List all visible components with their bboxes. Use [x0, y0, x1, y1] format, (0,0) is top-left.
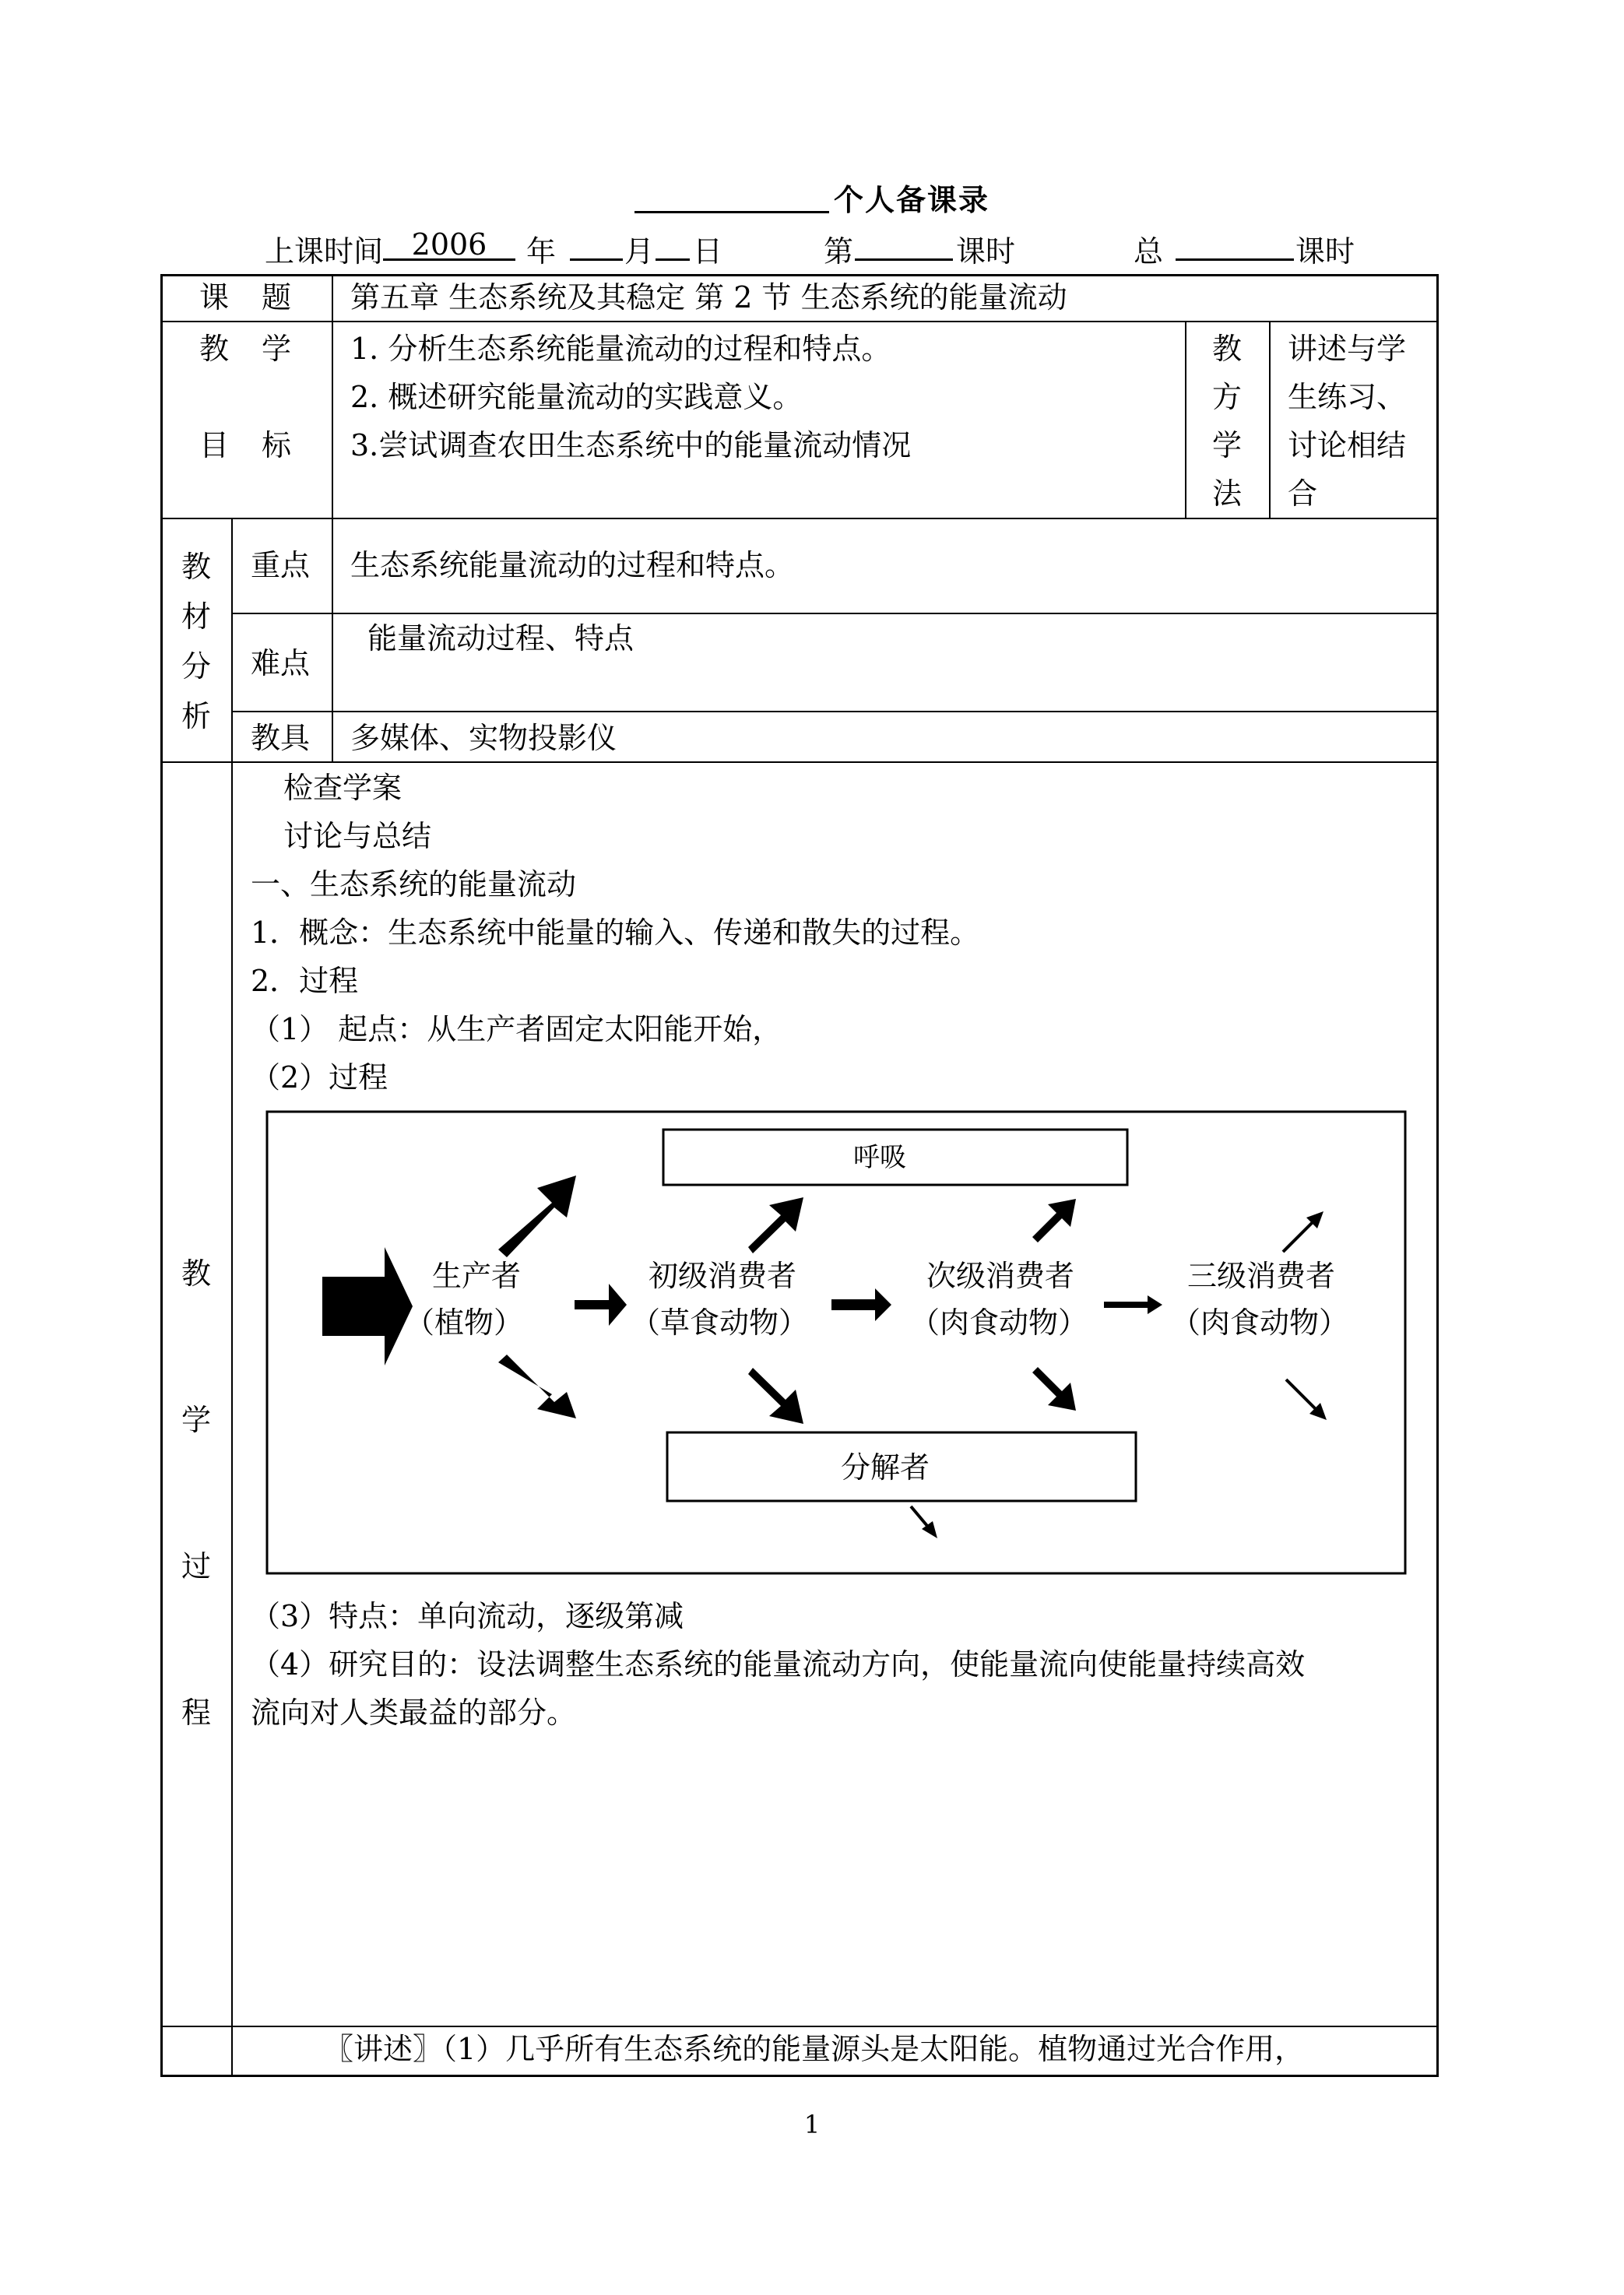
difficulty-label: 难点 — [251, 646, 311, 680]
secondary-decomposer-arrow — [1032, 1367, 1076, 1411]
method-line-4: 合 — [1288, 476, 1318, 511]
difficulty-value: 能量流动过程、特点 — [367, 621, 634, 655]
producer-name: 生产者 — [431, 1259, 522, 1293]
content-line-5: 2．过程 — [251, 964, 359, 998]
topic-value: 第五章 生态系统及其稳定 第 2 节 生态系统的能量流动 — [350, 280, 1067, 315]
year-label: 年 — [526, 234, 557, 269]
lecture-line: 〖讲述〗（1）几乎所有生态系统的能量源头是太阳能。植物通过光合作用， — [324, 2032, 1305, 2066]
method-line-1: 讲述与学 — [1288, 332, 1407, 366]
topic-label-2: 题 — [262, 280, 292, 315]
producer-type: （植物） — [404, 1306, 524, 1340]
method-label-1: 教 — [1211, 332, 1242, 366]
key-label: 重点 — [251, 548, 311, 582]
method-line-2: 生练习、 — [1288, 380, 1407, 414]
producer-to-primary-arrow — [575, 1284, 627, 1326]
primary-decomposer-arrow — [748, 1368, 803, 1424]
objectives-label-2: 学 — [262, 332, 292, 366]
method-label-3: 学 — [1211, 428, 1242, 462]
content-line-6: （1） 起点：从生产者固定太阳能开始， — [251, 1012, 782, 1046]
page-number: 1 — [803, 2110, 821, 2139]
date-label: 上课时间 — [265, 234, 384, 269]
analysis-label-1: 教 — [181, 550, 211, 584]
analysis-label-4: 析 — [181, 699, 211, 733]
secondary-type: （肉食动物） — [909, 1306, 1088, 1340]
objective-1: 1. 分析生态系统能量流动的过程和特点。 — [350, 332, 891, 366]
secondary-name: 次级消费者 — [926, 1259, 1075, 1293]
content-line-4: 1．概念：生态系统中能量的输入、传递和散失的过程。 — [251, 916, 980, 950]
primary-to-secondary-arrow — [831, 1288, 891, 1321]
year-value: 2006 — [383, 227, 515, 261]
decomposer-text: 分解者 — [840, 1450, 930, 1485]
producer-respiration-arrow — [498, 1176, 576, 1257]
objective-3: 3.尝试调查农田生态系统中的能量流动情况 — [350, 428, 912, 462]
lesson-suffix: 课时 — [956, 234, 1016, 269]
title-text: 个人备课录 — [833, 182, 990, 217]
tertiary-decomposer-line — [1286, 1379, 1319, 1412]
secondary-to-tertiary-arrow — [1104, 1295, 1162, 1314]
producer-decomposer-arrow — [498, 1355, 576, 1418]
process-label-2: 学 — [181, 1403, 211, 1437]
tertiary-name: 三级消费者 — [1186, 1259, 1336, 1293]
total-prefix: 总 — [1134, 234, 1164, 269]
tertiary-respiration-line — [1283, 1219, 1316, 1252]
process-label-1: 教 — [181, 1256, 211, 1291]
content-line-3: 一、生态系统的能量流动 — [251, 867, 577, 901]
method-label-2: 方 — [1211, 380, 1242, 414]
content-line-7: （2）过程 — [251, 1060, 388, 1095]
content-line-1: 检查学案 — [283, 771, 402, 805]
analysis-label-3: 分 — [181, 649, 211, 684]
objectives-label-3: 目 — [199, 428, 230, 462]
respiration-text: 呼吸 — [853, 1142, 906, 1173]
method-label-4: 法 — [1211, 476, 1242, 511]
objectives-label-1: 教 — [199, 332, 230, 366]
analysis-label-2: 材 — [181, 599, 211, 634]
objectives-label-4: 标 — [262, 428, 292, 462]
content-after-3: 流向对人类最益的部分。 — [251, 1696, 577, 1730]
key-value: 生态系统能量流动的过程和特点。 — [350, 548, 795, 582]
tertiary-type: （肉食动物） — [1170, 1306, 1349, 1340]
tools-value: 多媒体、实物投影仪 — [350, 721, 617, 755]
objective-2: 2. 概述研究能量流动的实践意义。 — [350, 380, 803, 414]
day-label: 日 — [693, 234, 723, 269]
content-after-1: （3）特点：单向流动，逐级第减 — [251, 1599, 684, 1633]
tools-label: 教具 — [251, 721, 311, 755]
primary-name: 初级消费者 — [648, 1259, 797, 1293]
primary-respiration-arrow — [748, 1197, 803, 1253]
method-line-3: 讨论相结 — [1288, 428, 1407, 462]
month-label: 月 — [624, 234, 655, 269]
process-label-4: 程 — [181, 1696, 211, 1730]
content-line-2: 讨论与总结 — [283, 819, 432, 853]
content-after-2: （4）研究目的：设法调整生态系统的能量流动方向，使能量流向使能量持续高效 — [251, 1647, 1306, 1682]
topic-label-1: 课 — [199, 280, 230, 315]
total-suffix: 课时 — [1295, 234, 1355, 269]
lesson-prefix: 第 — [824, 234, 854, 269]
diagram-frame — [267, 1112, 1405, 1573]
primary-type: （草食动物） — [630, 1306, 809, 1340]
secondary-respiration-arrow — [1032, 1199, 1076, 1242]
process-label-3: 过 — [181, 1549, 211, 1583]
sun-input-arrow — [322, 1247, 413, 1365]
